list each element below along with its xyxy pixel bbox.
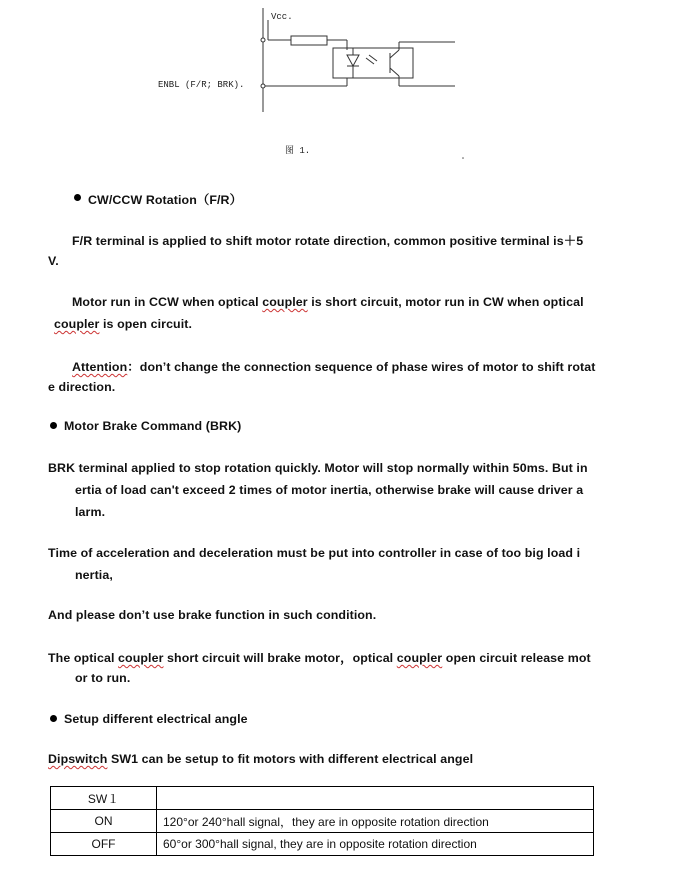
fr-paragraph-1-line-2: V. (48, 254, 59, 268)
table-cell: 60°or 300°hall signal, they are in opposite rotation direction (157, 833, 594, 856)
figure-caption: 图 1. (285, 146, 311, 156)
fr-heading: CW/CCW Rotation（F/R） (88, 193, 243, 207)
fr-paragraph-2-line-1: Motor run in CCW when optical coupler is short circuit, motor run in CW when optical (72, 295, 584, 309)
table-row (51, 810, 594, 833)
fr-paragraph-3-line-1: Attention：don’t change the connection sequence of phase wires of motor to shift rotat (72, 360, 596, 374)
table-cell: OFF (51, 833, 157, 856)
table-cell: ON (51, 810, 157, 833)
table-header-cell (157, 787, 594, 810)
brk-paragraph-2-line-1: Time of acceleration and deceleration must be put into controller in case of too big load i (48, 546, 581, 560)
bullet-icon (74, 194, 81, 201)
brk-paragraph-2-line-2: nertia, (75, 568, 113, 582)
vcc-label: Vcc. (271, 12, 293, 22)
brk-paragraph-1-line-1: BRK terminal applied to stop rotation quickly. Motor will stop normally within 50ms. But in (48, 461, 588, 475)
angle-paragraph: Dipswitch SW1 can be setup to fit motors with different electrical angel (48, 752, 474, 766)
brk-paragraph-4-line-2: or to run. (75, 671, 131, 685)
sw1-table (50, 786, 594, 856)
enbl-label: ENBL (F/R; BRK). (158, 80, 245, 90)
brk-paragraph-1-line-3: larm. (75, 505, 106, 519)
optocoupler-circuit-diagram (0, 0, 676, 170)
table-cell: 120°or 240°hall signal，they are in opposite rotation direction (157, 810, 594, 833)
angle-heading: Setup different electrical angle (64, 712, 248, 726)
fr-paragraph-3-line-2: e direction. (48, 380, 116, 394)
table-header-cell: SW１ (51, 787, 157, 810)
brk-heading: Motor Brake Command (BRK) (64, 419, 242, 433)
brk-paragraph-1-line-2: ertia of load can't exceed 2 times of motor inertia, otherwise brake will cause driver a (75, 483, 584, 497)
table-header-row (51, 787, 594, 810)
table-row (51, 833, 594, 856)
brk-paragraph-4-line-1: The optical coupler short circuit will brake motor，optical coupler open circuit release mot (48, 651, 591, 665)
fr-paragraph-1-line-1: F/R terminal is applied to shift motor rotate direction, common positive terminal is＋5 (72, 234, 584, 248)
brk-paragraph-3: And please don’t use brake function in such condition. (48, 608, 377, 622)
fr-paragraph-2-line-2: coupler is open circuit. (54, 317, 193, 331)
bullet-icon (50, 422, 57, 429)
bullet-icon (50, 715, 57, 722)
